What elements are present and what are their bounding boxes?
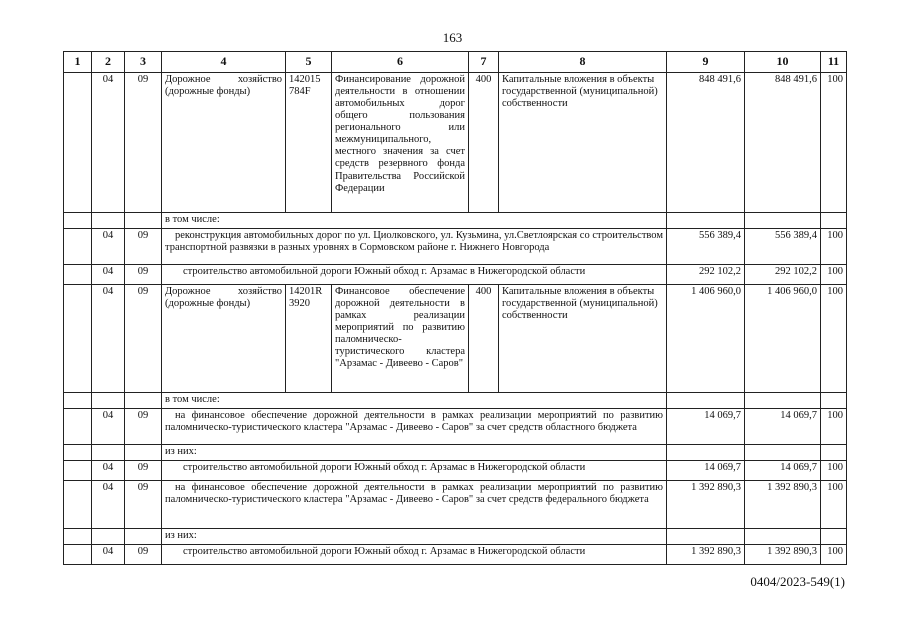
table-row xyxy=(64,461,847,481)
amount-actual: 1 406 960,0 xyxy=(745,285,821,393)
col-header: 1 xyxy=(64,52,92,73)
table-row xyxy=(64,73,847,213)
section-code: 04 xyxy=(92,461,125,481)
col-header: 7 xyxy=(469,52,499,73)
amount-plan: 1 406 960,0 xyxy=(667,285,745,393)
table-row xyxy=(64,213,847,229)
amount-actual: 556 389,4 xyxy=(745,229,821,265)
note-label: в том числе: xyxy=(162,393,667,409)
table-row xyxy=(64,481,847,529)
table-row xyxy=(64,445,847,461)
target-article-name: Финансовое обеспечение дорожной деятельности в рамках реализации мероприятий по развитию паломническо-туристического кластера "Арзамас - Дивеево - Саров" xyxy=(332,285,469,393)
subsection-code: 09 xyxy=(125,265,162,285)
section-code: 04 xyxy=(92,409,125,445)
percent: 100 xyxy=(821,265,847,285)
col-header: 5 xyxy=(286,52,332,73)
description: реконструкция автомобильных дорог по ул. Циолковского, ул. Кузьмина, ул.Светлоярская со строительством транспортной развязки в разных уровнях в Сормовском районе г. Нижнего Новгорода xyxy=(162,229,667,265)
target-article-code: 14201R 3920 xyxy=(286,285,332,393)
amount-plan: 14 069,7 xyxy=(667,461,745,481)
subsection-code: 09 xyxy=(125,229,162,265)
note-label: из них: xyxy=(162,529,667,545)
amount-plan: 1 392 890,3 xyxy=(667,481,745,529)
row-number-cell xyxy=(64,73,92,213)
col-header: 10 xyxy=(745,52,821,73)
amount-plan: 848 491,6 xyxy=(667,73,745,213)
amount-actual: 14 069,7 xyxy=(745,409,821,445)
table-row xyxy=(64,409,847,445)
percent: 100 xyxy=(821,545,847,565)
section-code: 04 xyxy=(92,229,125,265)
table-row xyxy=(64,265,847,285)
col-header: 6 xyxy=(332,52,469,73)
col-header: 2 xyxy=(92,52,125,73)
amount-actual: 14 069,7 xyxy=(745,461,821,481)
document-code: 0404/2023-549(1) xyxy=(750,574,845,589)
section-code: 04 xyxy=(92,73,125,213)
col-header: 3 xyxy=(125,52,162,73)
description: строительство автомобильной дороги Южный обход г. Арзамас в Нижегородской области xyxy=(162,545,667,565)
table-row xyxy=(64,229,847,265)
amount-plan: 556 389,4 xyxy=(667,229,745,265)
subsection-code: 09 xyxy=(125,409,162,445)
percent: 100 xyxy=(821,409,847,445)
col-header: 8 xyxy=(499,52,667,73)
subsection-code: 09 xyxy=(125,285,162,393)
section-name: Дорожное хозяйство (дорожные фонды) xyxy=(162,285,286,393)
subsection-code: 09 xyxy=(125,461,162,481)
row-number-cell xyxy=(64,265,92,285)
target-article-name: Финансирование дорожной деятельности в отношении автомобильных дорог общего пользования регионального или межмуниципального, местного значения за счет средств резервного фонда Правительства Российской Федерации xyxy=(332,73,469,213)
expense-type-name: Капитальные вложения в объекты государственной (муниципальной) собственности xyxy=(499,285,667,393)
description: на финансовое обеспечение дорожной деятельности в рамках реализации мероприятий по развитию паломническо-туристического кластера "Арзамас - Дивеево - Саров" за счет средств федерального бюджета xyxy=(162,481,667,529)
section-code: 04 xyxy=(92,265,125,285)
table-row xyxy=(64,285,847,393)
percent: 100 xyxy=(821,285,847,393)
description: строительство автомобильной дороги Южный обход г. Арзамас в Нижегородской области xyxy=(162,461,667,481)
amount-actual: 848 491,6 xyxy=(745,73,821,213)
amount-actual: 1 392 890,3 xyxy=(745,545,821,565)
table-row xyxy=(64,529,847,545)
note-label: из них: xyxy=(162,445,667,461)
row-number-cell xyxy=(64,481,92,529)
description: на финансовое обеспечение дорожной деятельности в рамках реализации мероприятий по развитию паломническо-туристического кластера "Арзамас - Дивеево - Саров" за счет средств областного бюджета xyxy=(162,409,667,445)
percent: 100 xyxy=(821,481,847,529)
table-row xyxy=(64,545,847,565)
row-number-cell xyxy=(64,229,92,265)
amount-plan: 1 392 890,3 xyxy=(667,545,745,565)
description: строительство автомобильной дороги Южный обход г. Арзамас в Нижегородской области xyxy=(162,265,667,285)
col-header: 11 xyxy=(821,52,847,73)
amount-plan: 292 102,2 xyxy=(667,265,745,285)
percent: 100 xyxy=(821,229,847,265)
amount-plan: 14 069,7 xyxy=(667,409,745,445)
row-number-cell xyxy=(64,461,92,481)
expense-type-name: Капитальные вложения в объекты государственной (муниципальной) собственности xyxy=(499,73,667,213)
expense-type-code: 400 xyxy=(469,285,499,393)
percent: 100 xyxy=(821,461,847,481)
section-code: 04 xyxy=(92,285,125,393)
row-number-cell xyxy=(64,545,92,565)
target-article-code: 142015 784F xyxy=(286,73,332,213)
row-number-cell xyxy=(64,285,92,393)
section-code: 04 xyxy=(92,481,125,529)
row-number-cell xyxy=(64,409,92,445)
table-row xyxy=(64,393,847,409)
amount-actual: 292 102,2 xyxy=(745,265,821,285)
amount-actual: 1 392 890,3 xyxy=(745,481,821,529)
col-header: 4 xyxy=(162,52,286,73)
subsection-code: 09 xyxy=(125,73,162,213)
header-row xyxy=(64,52,847,73)
percent: 100 xyxy=(821,73,847,213)
section-code: 04 xyxy=(92,545,125,565)
note-label: в том числе: xyxy=(162,213,667,229)
section-name: Дорожное хозяйство (дорожные фонды) xyxy=(162,73,286,213)
page-number: 163 xyxy=(442,30,463,45)
budget-table xyxy=(63,51,847,565)
subsection-code: 09 xyxy=(125,481,162,529)
col-header: 9 xyxy=(667,52,745,73)
subsection-code: 09 xyxy=(125,545,162,565)
expense-type-code: 400 xyxy=(469,73,499,213)
